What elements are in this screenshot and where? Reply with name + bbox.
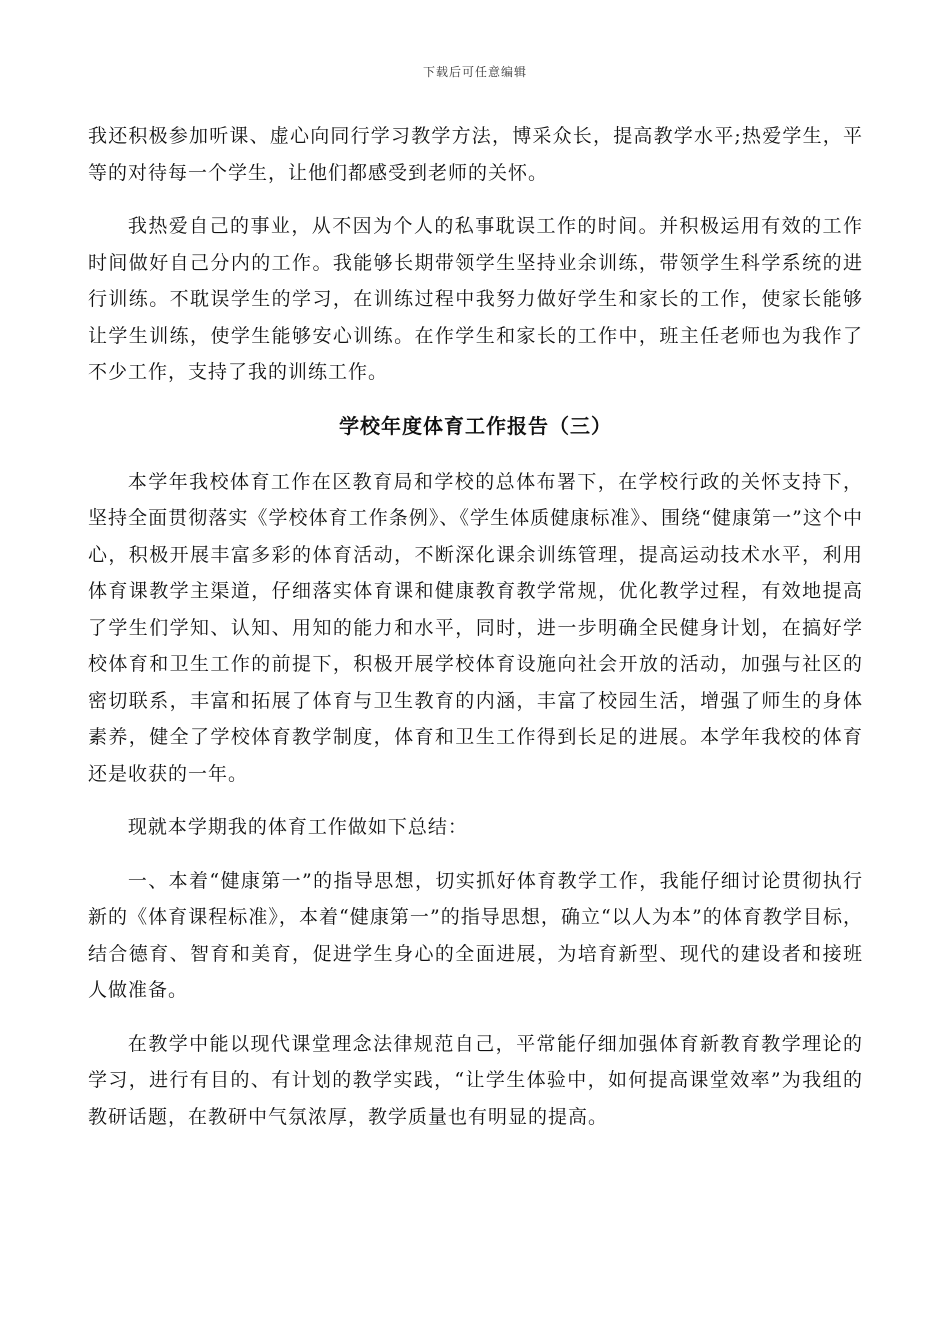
paragraph: 现就本学期我的体育工作做如下总结： <box>127 816 468 838</box>
page-header: 下载后可任意编辑 <box>422 65 527 79</box>
paragraph: 我热爱自己的事业，从不因为个人的私事耽误工作的时间。并积极运用有效的工作时间做好自己分内的工作。我能够长期带领学生坚持业余训练，带领学生科学系统的进行训练。不耽误学生的学习，在训练过程中我努力做好学生和家长的工作，使家长能够让学生训练，使学生能够安心训练。在作学生和家长的工作中，班主任老师也为我作了不少工作，支持了我的训练工作。 <box>88 215 863 383</box>
paragraph: 本学年我校体育工作在区教育局和学校的总体布署下，在学校行政的关怀支持下，坚持全面贯彻落实《学校体育工作条例》、《学生体质健康标准》、围绕“健康第一”这个中心，积极开展丰富多彩的体育活动，不断深化课余训练管理，提高运动技术水平，利用体育课教学主渠道，仔细落实体育课和健康教育教学常规，优化教学过程，有效地提高了学生们学知、认知、用知的能力和水平，同时，进一步明确全民健身计划，在搞好学校体育和卫生工作的前提下，积极开展学校体育设施向社会开放的活动，加强与社区的密切联系，丰富和拓展了体育与卫生教育的内涵，丰富了校园生活，增强了师生的身体素养，健全了学校体育教学制度，体育和卫生工作得到长足的进展。本学年我校的体育还是收获的一年。 <box>88 470 863 785</box>
section-title: 学校年度体育工作报告（三） <box>339 413 612 438</box>
paragraph: 一、本着“健康第一”的指导思想，切实抓好体育教学工作，我能仔细讨论贯彻执行新的《体育课程标准》，本着“健康第一”的指导思想，确立“以人为本”的体育教学目标，结合德育、智育和美育，促进学生身心的全面进展，为培育新型、现代的建设者和接班人做准备。 <box>88 869 863 1001</box>
document-body <box>88 118 863 1152</box>
paragraph: 在教学中能以现代课堂理念法律规范自己，平常能仔细加强体育新教育教学理论的学习，进行有目的、有计划的教学实践，“让学生体验中，如何提高课堂效率”为我组的教研话题，在教研中气氛浓厚，教学质量也有明显的提高。 <box>88 1032 863 1128</box>
paragraph: 我还积极参加听课、虚心向同行学习教学方法，博采众长，提高教学水平;热爱学生，平等的对待每一个学生，让他们都感受到老师的关怀。 <box>88 125 863 184</box>
